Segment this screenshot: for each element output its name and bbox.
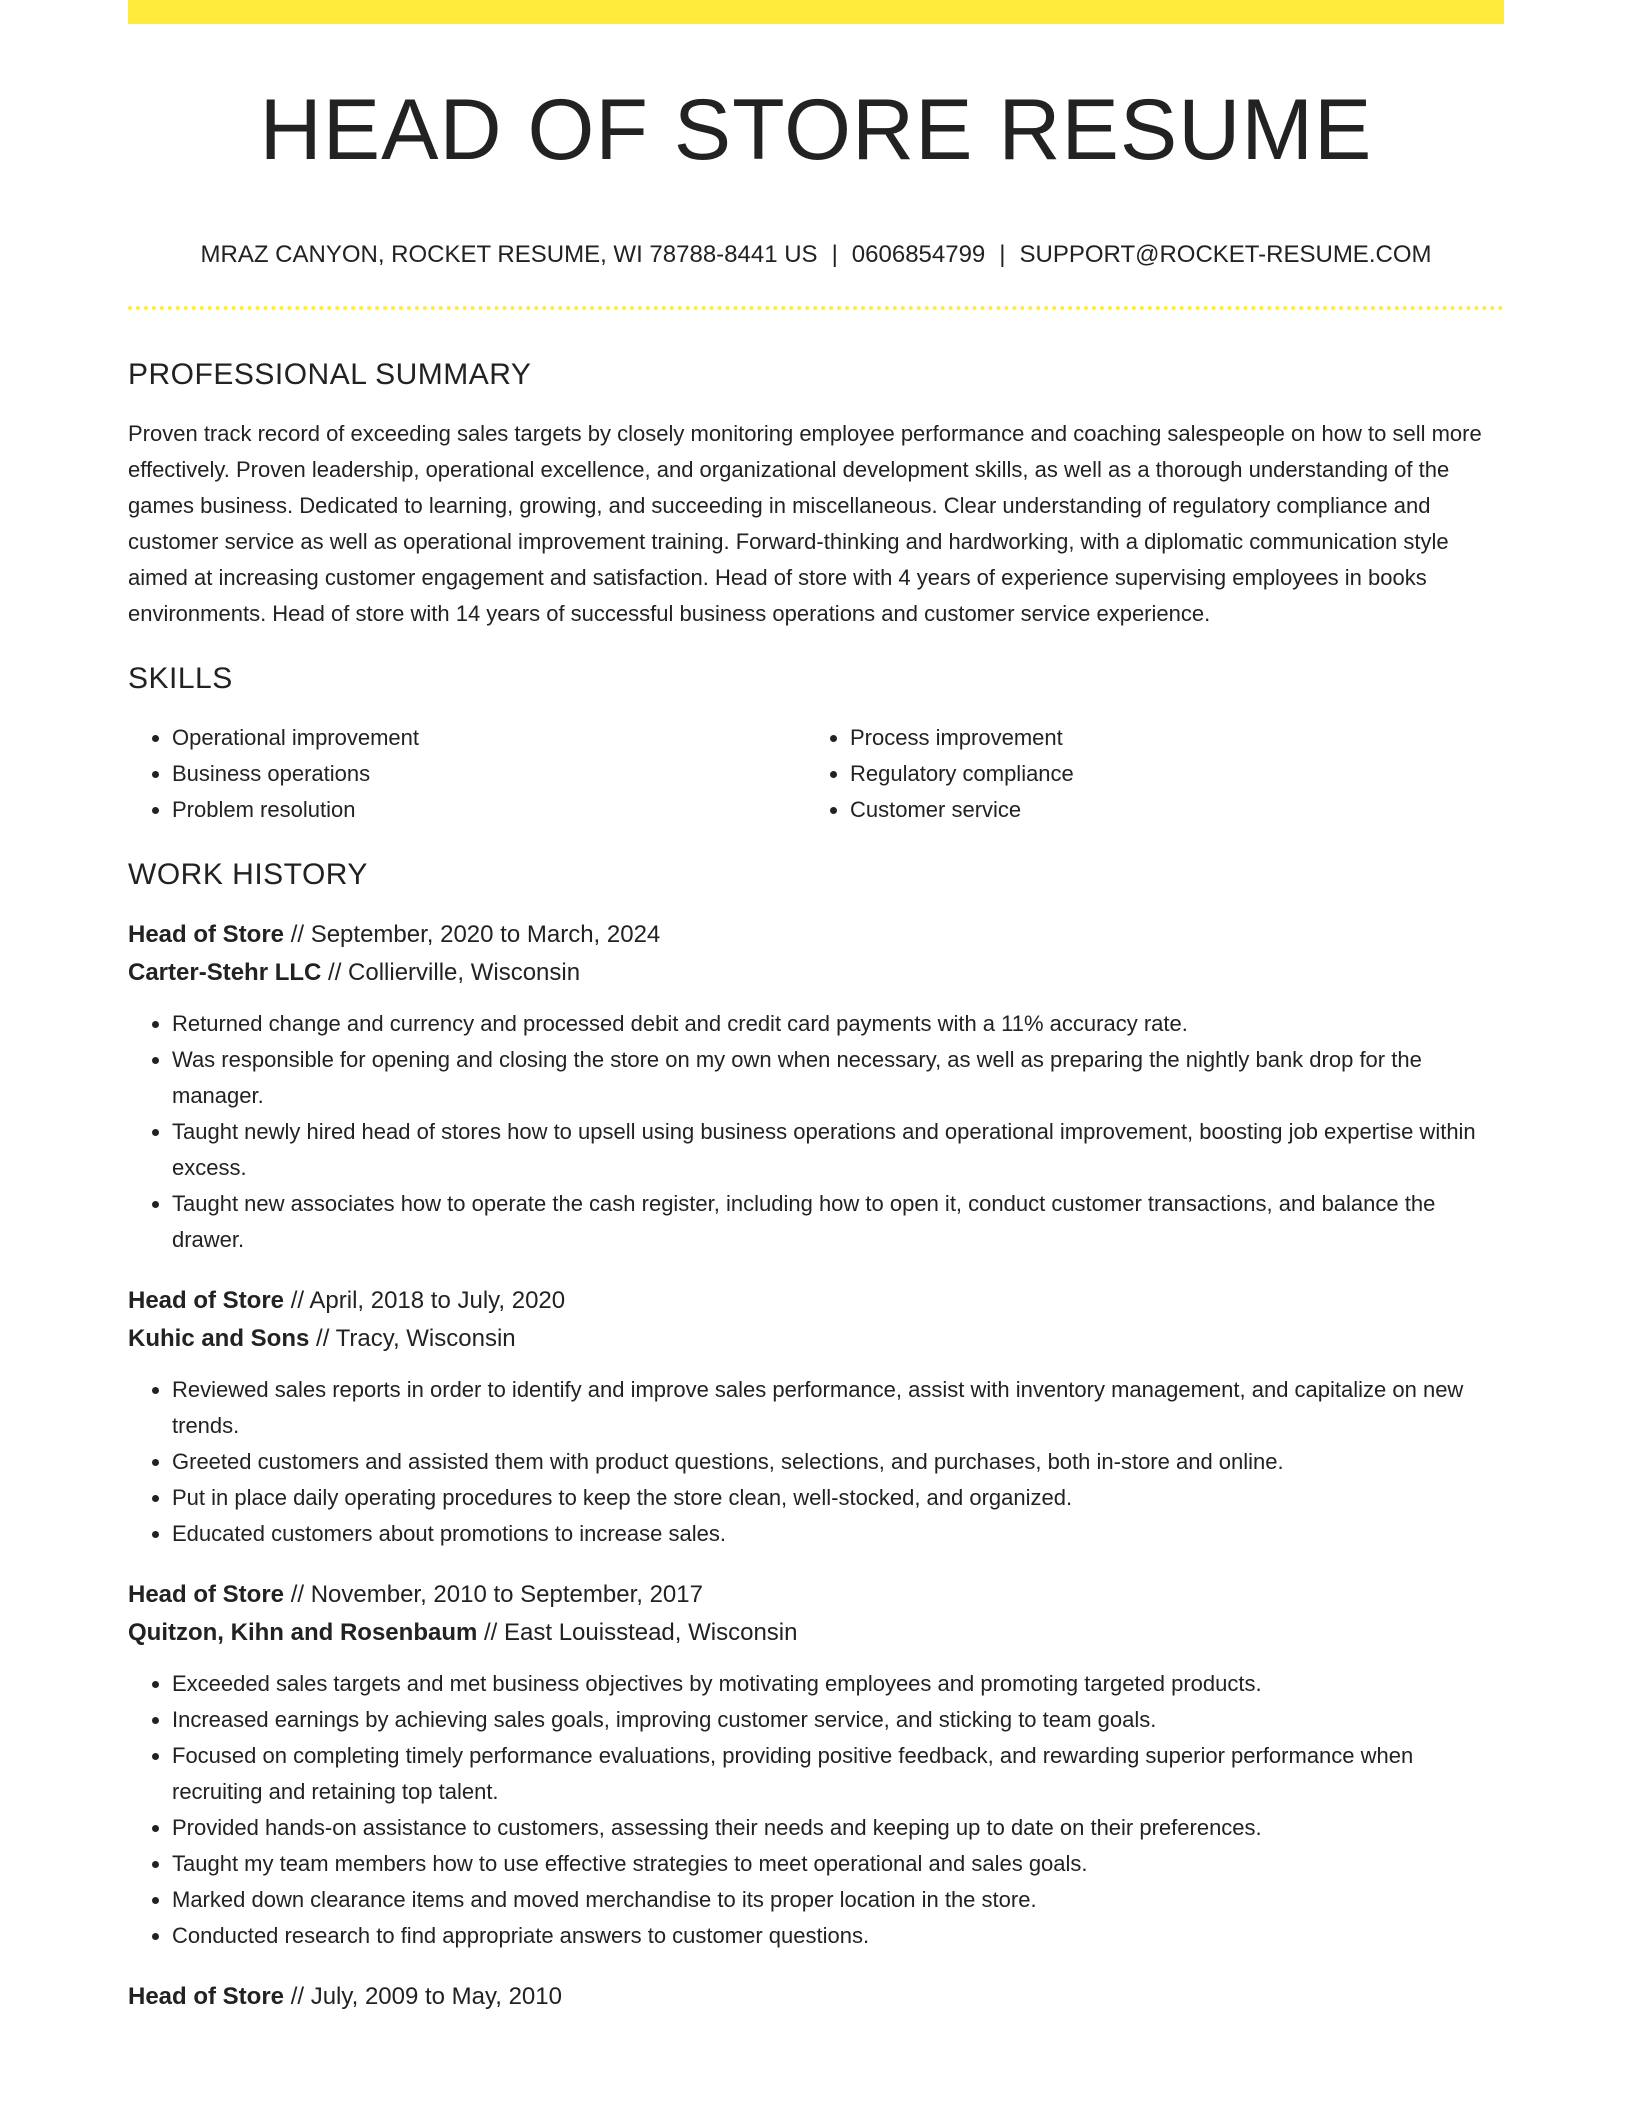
job-location: Collierville, Wisconsin [348, 959, 581, 986]
job-entry [128, 1978, 1504, 2016]
job-title: Head of Store [128, 1983, 285, 2010]
job-bullets [128, 1666, 1504, 1954]
job-company-line [128, 954, 1504, 992]
job-title-line [128, 1282, 1504, 1320]
job-bullets [128, 1372, 1504, 1552]
job-location: Tracy, Wisconsin [335, 1325, 516, 1352]
job-bullet: • Increased earnings by achieving sales goals, improving customer service, and sticking to team goals. [172, 1702, 1504, 1738]
job-dates: November, 2010 to September, 2017 [310, 1581, 703, 1608]
job-bullet: • Taught my team members how to use effective strategies to meet operational and sales goals. [172, 1846, 1504, 1882]
location-separator: // [309, 1325, 336, 1352]
summary-section [128, 354, 1504, 632]
resume-title: HEAD OF STORE RESUME [259, 82, 1373, 178]
job-bullet: • Greeted customers and assisted them with product questions, selections, and purchases, both in-store and online. [172, 1444, 1504, 1480]
job-bullet: • Focused on completing timely performance evaluations, providing positive feedback, and rewarding superior performance when recruiting and retaining top talent. [172, 1738, 1504, 1810]
job-dates: September, 2020 to March, 2024 [310, 921, 661, 948]
skills-column-left [128, 720, 806, 828]
job-title: Head of Store [128, 921, 285, 948]
job-bullet: • Put in place daily operating procedures to keep the store clean, well-stocked, and organized. [172, 1480, 1504, 1516]
job-location: East Louisstead, Wisconsin [504, 1619, 798, 1646]
skills-section [128, 658, 1504, 828]
job-entry [128, 916, 1504, 1258]
job-entry [128, 1576, 1504, 1954]
job-dates: July, 2009 to May, 2010 [310, 1983, 562, 2010]
date-separator: // [284, 921, 311, 948]
summary-text: Proven track record of exceeding sales targets by closely monitoring employee performance and coaching salespeople on how to sell more effectively. Proven leadership, operational excellence, and organizational development skills, as well as a thorough understanding of the games business. Dedicated to learning, growing, and succeeding in miscellaneous. Clear understanding of regulatory compliance and customer service as well as operational improvement training. Forward-thinking and hardworking, with a diplomatic communication style aimed at increasing customer engagement and satisfaction. Head of store with 4 years of experience supervising employees in books environments. Head of store with 14 years of successful business operations and customer service experience. [128, 421, 1482, 626]
job-company-line [128, 1320, 1504, 1358]
contact-address: MRAZ CANYON, ROCKET RESUME, WI 78788-8441 US [200, 241, 818, 268]
skill-item: • Process improvement [850, 720, 1484, 756]
location-separator: // [321, 959, 349, 986]
job-bullet: • Returned change and currency and processed debit and credit card payments with a 11% accuracy rate. [172, 1006, 1504, 1042]
summary-heading: PROFESSIONAL SUMMARY [128, 358, 532, 391]
job-bullet: • Exceeded sales targets and met business objectives by motivating employees and promoting targeted products. [172, 1666, 1504, 1702]
job-title: Head of Store [128, 1287, 285, 1314]
job-bullets [128, 1006, 1504, 1258]
skills-heading: SKILLS [128, 662, 233, 695]
job-bullet: • Was responsible for opening and closing the store on my own when necessary, as well as preparing the nightly bank drop for the manager. [172, 1042, 1504, 1114]
skills-list [128, 720, 1504, 828]
job-bullet: • Taught new associates how to operate the cash register, including how to open it, conduct customer transactions, and balance the drawer. [172, 1186, 1504, 1258]
job-entry [128, 1282, 1504, 1552]
job-bullet: • Taught newly hired head of stores how to upsell using business operations and operational improvement, boosting job expertise within excess. [172, 1114, 1504, 1186]
job-company: Quitzon, Kihn and Rosenbaum [128, 1619, 478, 1646]
location-separator: // [477, 1619, 504, 1646]
skill-item: • Business operations [172, 756, 806, 792]
contact-phone: 0606854799 [851, 241, 986, 268]
contact-email: SUPPORT@ROCKET-RESUME.COM [1019, 241, 1432, 268]
resume-content [128, 0, 1504, 2010]
job-bullet: • Educated customers about promotions to increase sales. [172, 1516, 1504, 1552]
date-separator: // [284, 1983, 311, 2010]
skill-item: • Problem resolution [172, 792, 806, 828]
contact-line [128, 237, 1504, 273]
contact-separator: | [999, 241, 1006, 268]
work-history-section [128, 854, 1504, 2016]
date-separator: // [284, 1581, 311, 1608]
skill-item: • Operational improvement [172, 720, 806, 756]
job-dates: April, 2018 to July, 2020 [309, 1287, 566, 1314]
skills-column-right [806, 720, 1484, 828]
job-bullet: • Reviewed sales reports in order to identify and improve sales performance, assist with inventory management, and capitalize on new trends. [172, 1372, 1504, 1444]
resume-body [128, 354, 1504, 2040]
job-company-line [128, 1614, 1504, 1652]
contact-separator: | [831, 241, 838, 268]
job-bullet: • Conducted research to find appropriate answers to customer questions. [172, 1918, 1504, 1954]
skill-item: • Regulatory compliance [850, 756, 1484, 792]
skill-item: • Customer service [850, 792, 1484, 828]
job-company: Carter-Stehr LLC [128, 959, 322, 986]
date-separator: // [284, 1287, 310, 1314]
job-title-line [128, 916, 1504, 954]
job-title: Head of Store [128, 1581, 285, 1608]
job-bullet: • Marked down clearance items and moved merchandise to its proper location in the store. [172, 1882, 1504, 1918]
job-title-line [128, 1978, 1504, 2016]
work-history-heading: WORK HISTORY [128, 858, 368, 891]
job-company: Kuhic and Sons [128, 1325, 310, 1352]
job-bullet: • Provided hands-on assistance to customers, assessing their needs and keeping up to date on their preferences. [172, 1810, 1504, 1846]
header-divider [128, 306, 1504, 310]
job-title-line [128, 1576, 1504, 1614]
